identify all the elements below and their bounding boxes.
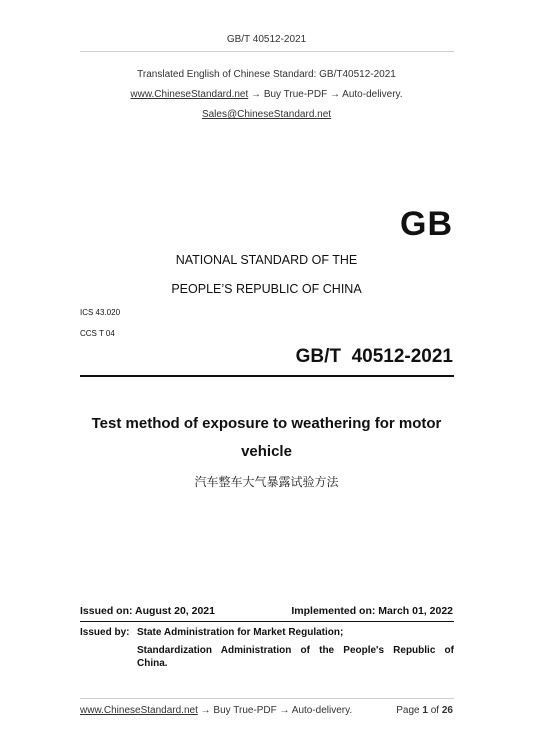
title-line1: Test method of exposure to weathering for motor <box>91 415 442 432</box>
header-divider <box>80 51 454 52</box>
issuer-divider <box>80 621 454 622</box>
site-link[interactable]: www.ChineseStandard.net <box>130 89 249 100</box>
issuer-line3: China. <box>137 658 168 669</box>
ccs-code: CCS T 04 <box>80 329 115 338</box>
title-chinese: 汽车整车大气暴露试验方法 <box>194 475 339 489</box>
national-standard-line1: NATIONAL STANDARD OF THE <box>175 253 358 267</box>
gb-logo: GB <box>400 205 453 243</box>
purchase-text: → Buy True-PDF → Auto-delivery. <box>248 89 403 100</box>
footer-divider <box>80 698 454 699</box>
issued-date: Issued on: August 20, 2021 <box>80 605 215 617</box>
running-header: GB/T 40512-2021 <box>226 34 307 45</box>
page-indicator <box>396 705 453 716</box>
page-number: 1 <box>422 705 428 716</box>
translation-note: Translated English of Chinese Standard: GB/T40512-2021 <box>137 69 396 80</box>
email-line <box>0 109 533 120</box>
purchase-line <box>0 89 533 100</box>
footer-site-link[interactable]: www.ChineseStandard.net <box>80 705 198 716</box>
of-label: of <box>430 705 440 716</box>
issuer-line2: Standardization Administration of the People's Republic of <box>137 645 454 656</box>
page-total: 26 <box>441 705 453 716</box>
footer-purchase-text: → Buy True-PDF → Auto-delivery. <box>197 705 353 716</box>
standard-number: GB/T 40512-2021 <box>295 346 453 367</box>
national-standard-line2: PEOPLE’S REPUBLIC OF CHINA <box>171 282 362 296</box>
issued-by-label: Issued by: <box>80 627 130 638</box>
email-link[interactable]: Sales@ChineseStandard.net <box>201 109 332 120</box>
title-line2: vehicle <box>241 443 292 460</box>
page-label: Page <box>396 705 420 716</box>
issuer-line1: State Administration for Market Regulation; <box>137 627 344 638</box>
ics-code: ICS 43.020 <box>80 308 121 317</box>
title-divider <box>80 375 454 377</box>
implemented-date: Implemented on: March 01, 2022 <box>291 605 453 617</box>
footer-purchase-line <box>80 705 352 716</box>
